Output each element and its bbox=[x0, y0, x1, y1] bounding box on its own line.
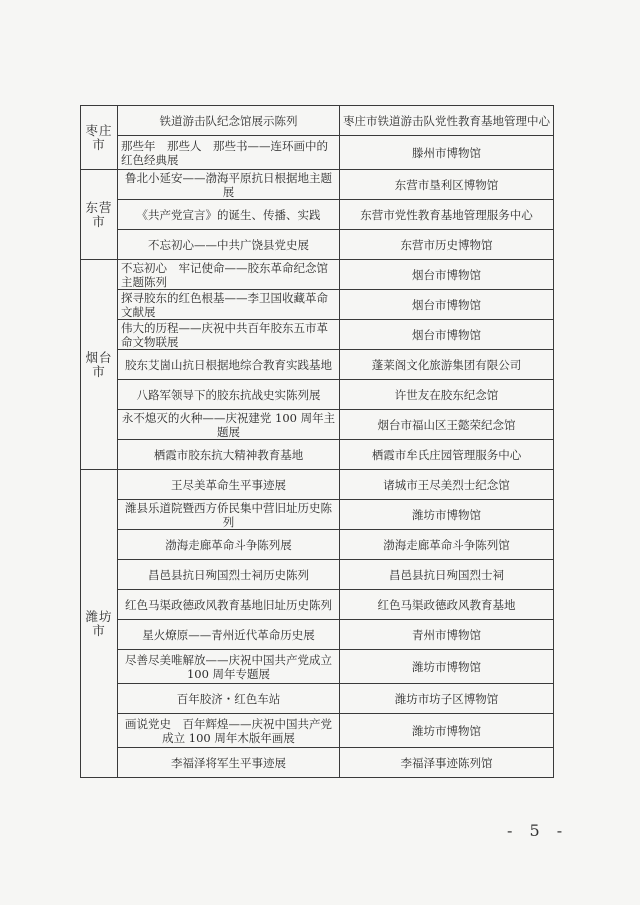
exhibition-cell: 不忘初心——中共广饶县党史展 bbox=[118, 230, 340, 260]
table-row bbox=[81, 380, 554, 410]
table-row bbox=[81, 530, 554, 560]
institution-cell: 滕州市博物馆 bbox=[340, 136, 554, 170]
table-row bbox=[81, 620, 554, 650]
table-row bbox=[81, 440, 554, 470]
table-row bbox=[81, 320, 554, 350]
institution-cell: 栖霞市牟氏庄园管理服务中心 bbox=[340, 440, 554, 470]
table-row bbox=[81, 170, 554, 200]
institution-cell: 潍坊市坊子区博物馆 bbox=[340, 684, 554, 714]
table-row bbox=[81, 230, 554, 260]
exhibition-cell: 昌邑县抗日殉国烈士祠历史陈列 bbox=[118, 560, 340, 590]
exhibition-cell: 永不熄灭的火种——庆祝建党 100 周年主题展 bbox=[118, 410, 340, 440]
exhibition-cell: 那些年 那些人 那些书——连环画中的红色经典展 bbox=[118, 136, 340, 170]
city-cell: 东营市 bbox=[81, 170, 118, 260]
city-cell: 潍坊市 bbox=[81, 470, 118, 778]
institution-cell: 烟台市博物馆 bbox=[340, 290, 554, 320]
city-cell: 枣庄市 bbox=[81, 106, 118, 170]
institution-cell: 蓬莱阁文化旅游集团有限公司 bbox=[340, 350, 554, 380]
institution-cell: 潍坊市博物馆 bbox=[340, 500, 554, 530]
institution-cell: 东营市垦利区博物馆 bbox=[340, 170, 554, 200]
table-row bbox=[81, 136, 554, 170]
institution-cell: 烟台市福山区王懿荣纪念馆 bbox=[340, 410, 554, 440]
exhibition-cell: 不忘初心 牢记使命——胶东革命纪念馆主题陈列 bbox=[118, 260, 340, 290]
exhibition-cell: 星火燎原——青州近代革命历史展 bbox=[118, 620, 340, 650]
exhibition-cell: 鲁北小延安——渤海平原抗日根据地主题展 bbox=[118, 170, 340, 200]
exhibition-cell: 伟大的历程——庆祝中共百年胶东五市革命文物联展 bbox=[118, 320, 340, 350]
institution-cell: 烟台市博物馆 bbox=[340, 260, 554, 290]
exhibition-cell: 八路军领导下的胶东抗战史实陈列展 bbox=[118, 380, 340, 410]
institution-cell: 东营市党性教育基地管理服务中心 bbox=[340, 200, 554, 230]
table-row bbox=[81, 560, 554, 590]
exhibition-cell: 百年胶济・红色车站 bbox=[118, 684, 340, 714]
table-row bbox=[81, 200, 554, 230]
exhibition-cell: 李福泽将军生平事迹展 bbox=[118, 748, 340, 778]
table-row bbox=[81, 106, 554, 136]
table-row bbox=[81, 470, 554, 500]
table-row bbox=[81, 290, 554, 320]
institution-cell: 红色马渠政德政风教育基地 bbox=[340, 590, 554, 620]
institution-cell: 李福泽事迹陈列馆 bbox=[340, 748, 554, 778]
table-row bbox=[81, 714, 554, 748]
exhibition-cell: 渤海走廊革命斗争陈列展 bbox=[118, 530, 340, 560]
institution-cell: 东营市历史博物馆 bbox=[340, 230, 554, 260]
institution-cell: 青州市博物馆 bbox=[340, 620, 554, 650]
institution-cell: 潍坊市博物馆 bbox=[340, 714, 554, 748]
table-row bbox=[81, 500, 554, 530]
exhibition-cell: 栖霞市胶东抗大精神教育基地 bbox=[118, 440, 340, 470]
table-row bbox=[81, 650, 554, 684]
institution-cell: 潍坊市博物馆 bbox=[340, 650, 554, 684]
institution-cell: 枣庄市铁道游击队党性教育基地管理中心 bbox=[340, 106, 554, 136]
exhibition-cell: 红色马渠政德政风教育基地旧址历史陈列 bbox=[118, 590, 340, 620]
exhibition-cell: 王尽美革命生平事迹展 bbox=[118, 470, 340, 500]
exhibition-cell: 《共产党宣言》的诞生、传播、实践 bbox=[118, 200, 340, 230]
table-row bbox=[81, 410, 554, 440]
institution-cell: 渤海走廊革命斗争陈列馆 bbox=[340, 530, 554, 560]
table-row bbox=[81, 590, 554, 620]
page-number: - 5 - bbox=[507, 821, 569, 840]
exhibition-cell: 铁道游击队纪念馆展示陈列 bbox=[118, 106, 340, 136]
table-row bbox=[81, 260, 554, 290]
table-row bbox=[81, 684, 554, 714]
exhibition-cell: 尽善尽美唯解放——庆祝中国共产党成立 100 周年专题展 bbox=[118, 650, 340, 684]
exhibition-cell: 探寻胶东的红色根基——李卫国收藏革命文献展 bbox=[118, 290, 340, 320]
institution-cell: 烟台市博物馆 bbox=[340, 320, 554, 350]
exhibition-cell: 画说党史 百年辉煌——庆祝中国共产党成立 100 周年木版年画展 bbox=[118, 714, 340, 748]
exhibition-table bbox=[80, 105, 554, 778]
exhibition-cell: 潍县乐道院暨西方侨民集中营旧址历史陈列 bbox=[118, 500, 340, 530]
institution-cell: 诸城市王尽美烈士纪念馆 bbox=[340, 470, 554, 500]
table-row bbox=[81, 350, 554, 380]
city-cell: 烟台市 bbox=[81, 260, 118, 470]
institution-cell: 昌邑县抗日殉国烈士祠 bbox=[340, 560, 554, 590]
exhibition-cell: 胶东艾崮山抗日根据地综合教育实践基地 bbox=[118, 350, 340, 380]
institution-cell: 许世友在胶东纪念馆 bbox=[340, 380, 554, 410]
table-row bbox=[81, 748, 554, 778]
